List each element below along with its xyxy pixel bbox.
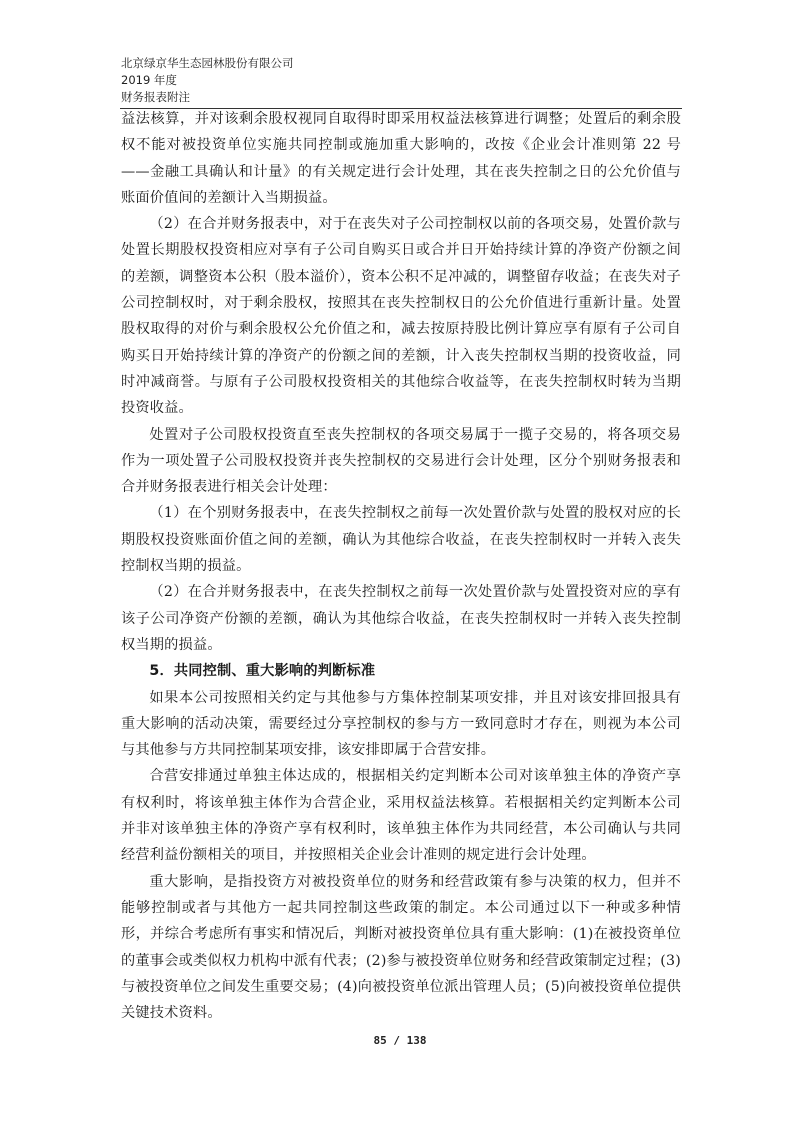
- report-year: 2019 年度: [121, 73, 177, 87]
- paragraph: 处置对子公司股权投资直至丧失控制权的各项交易属于一揽子交易的，将各项交易作为一项处置子公司股权投资并丧失控制权的交易进行会计处理，区分个别财务报表和合并财务报表进行相关会计处理：: [121, 426, 681, 496]
- paragraph: 重大影响，是指投资方对被投资单位的财务和经营政策有参与决策的权力，但并不能够控制或者与其他方一起共同控制这些政策的制定。本公司通过以下一种或多种情形，并综合考虑所有事实和情况后，判断对被投资单位具有重大影响：(1)在被投资单位的董事会或类似权力机构中派有代表；(2)参与被投资单位财务和经营政策制定过程；(3)与被投资单位之间发生重要交易；(4)向被投资单位派出管理人员；(5)向被投资单位提供关键技术资料。: [121, 873, 681, 1022]
- paragraph: （1）在个别财务报表中，在丧失控制权之前每一次处置价款与处置的股权对应的长期股权投资账面价值之间的差额，确认为其他综合收益，在丧失控制权时一并转入丧失控制权当期的损益。: [121, 505, 681, 575]
- page-number: 85 / 138: [373, 1034, 427, 1047]
- document-body: [121, 106, 681, 1026]
- paragraph: （2）在合并财务报表中，对于在丧失对子公司控制权以前的各项交易，处置价款与处置长期股权投资相应对享有子公司自购买日或合并日开始持续计算的净资产份额之间的差额，调整资本公积（股本溢价），资本公积不足冲减的，调整留存收益；在丧失对子公司控制权时，对于剩余股权，按照其在丧失控制权日的公允价值进行重新计量。处置股权取得的对价与剩余股权公允价值之和，减去按原持股比例计算应享有原有子公司自购买日开始持续计算的净资产的份额之间的差额，计入丧失控制权当期的投资收益，同时冲减商誉。与原有子公司股权投资相关的其他综合收益等，在丧失控制权时转为当期投资收益。: [121, 216, 681, 417]
- paragraph: 合营安排通过单独主体达成的，根据相关约定判断本公司对该单独主体的净资产享有权利时，将该单独主体作为合营企业，采用权益法核算。若根据相关约定判断本公司并非对该单独主体的净资产享有权利时，该单独主体作为共同经营，本公司确认与共同经营利益份额相关的项目，并按照相关企业会计准则的规定进行会计处理。: [121, 768, 681, 864]
- section-title: 财务报表附注: [121, 90, 190, 104]
- section-heading: 5．共同控制、重大影响的判断标准: [149, 663, 376, 680]
- paragraph: 益法核算，并对该剩余股权视同自取得时即采用权益法核算进行调整；处置后的剩余股权不能对被投资单位实施共同控制或施加重大影响的，改按《企业会计准则第 22 号——金融工具确认和计量》的有关规定进行会计处理，其在丧失控制之日的公允价值与账面价值间的差额计入当期损益。: [121, 111, 681, 206]
- paragraph: 如果本公司按照相关约定与其他参与方集体控制某项安排，并且对该安排回报具有重大影响的活动决策，需要经过分享控制权的参与方一致同意时才存在，则视为本公司与其他参与方共同控制某项安排，该安排即属于合营安排。: [121, 689, 681, 759]
- page-header: [121, 55, 681, 106]
- company-name: 北京绿京华生态园林股份有限公司: [121, 56, 294, 70]
- paragraph: （2）在合并财务报表中，在丧失控制权之前每一次处置价款与处置投资对应的享有该子公司净资产份额的差额，确认为其他综合收益，在丧失控制权时一并转入丧失控制权当期的损益。: [121, 584, 681, 653]
